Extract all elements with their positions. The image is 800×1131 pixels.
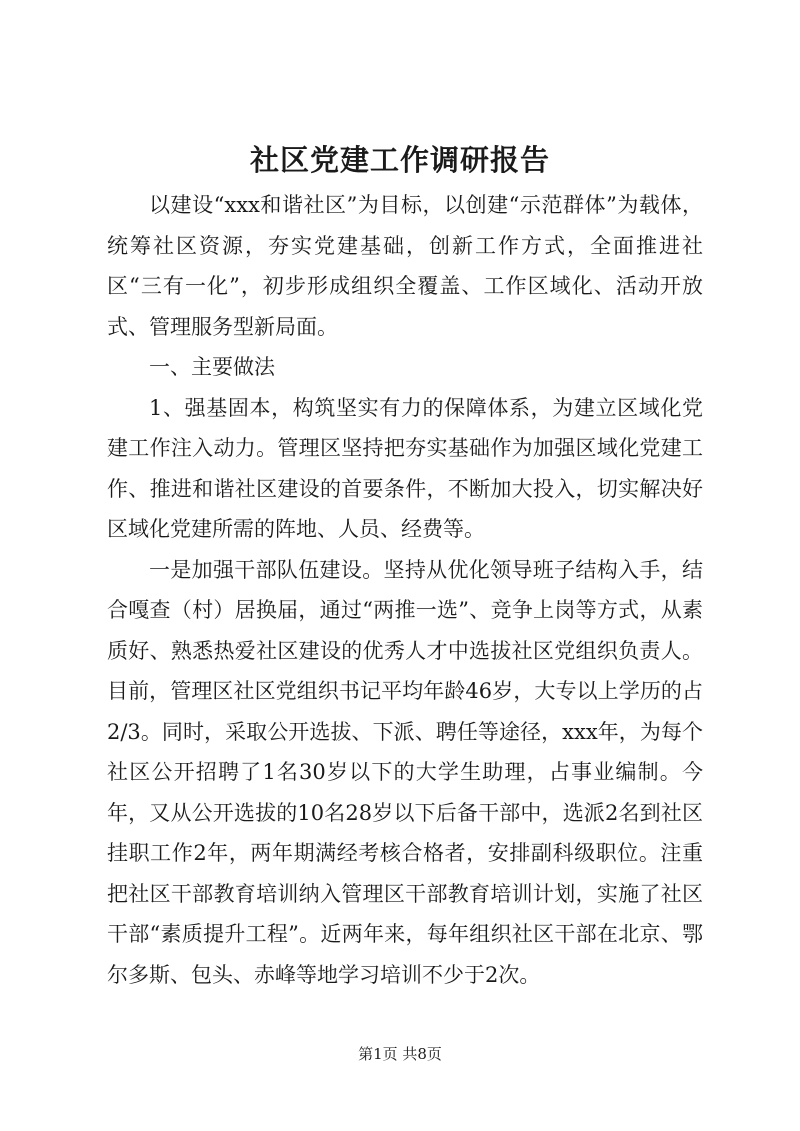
document-body — [107, 185, 703, 995]
section-heading: 一、主要做法 — [149, 355, 275, 379]
document-title: 社区党建工作调研报告 — [249, 143, 550, 177]
body-paragraph: 一是加强干部队伍建设。坚持从优化领导班子结构入手，结合嘎查（村）居换届，通过“两推一选”、竞争上岗等方式，从素质好、熟悉热爱社区建设的优秀人才中选拔社区党组织负责人。目前，管理区社区党组织书记平均年龄46岁，大专以上学历的占2/3。同时，采取公开选拔、下派、聘任等途径，xxx年，为每个社区公开招聘了1名30岁以下的大学生助理，占事业编制。今年，又从公开选拔的10名28岁以下后备干部中，选派2名到社区挂职工作2年，两年期满经考核合格者，安排副科级职位。注重把社区干部教育培训纳入管理区干部教育培训计划，实施了社区干部“素质提升工程”。近两年来，每年组织社区干部在北京、鄂尔多斯、包头、赤峰等地学习培训不少于2次。 — [107, 557, 703, 987]
page-number-footer: 第1页 共8页 — [358, 1045, 442, 1063]
body-paragraph: 1、强基固本，构筑坚实有力的保障体系，为建立区域化党建工作注入动力。管理区坚持把夯实基础作为加强区域化党建工作、推进和谐社区建设的首要条件，不断加大投入，切实解决好区域化党建所需的阵地、人员、经费等。 — [107, 395, 703, 541]
intro-paragraph: 以建设“xxx和谐社区”为目标，以创建“示范群体”为载体，统筹社区资源，夯实党建基础，创新工作方式，全面推进社区“三有一化”，初步形成组织全覆盖、工作区域化、活动开放式、管理服务型新局面。 — [107, 193, 703, 339]
